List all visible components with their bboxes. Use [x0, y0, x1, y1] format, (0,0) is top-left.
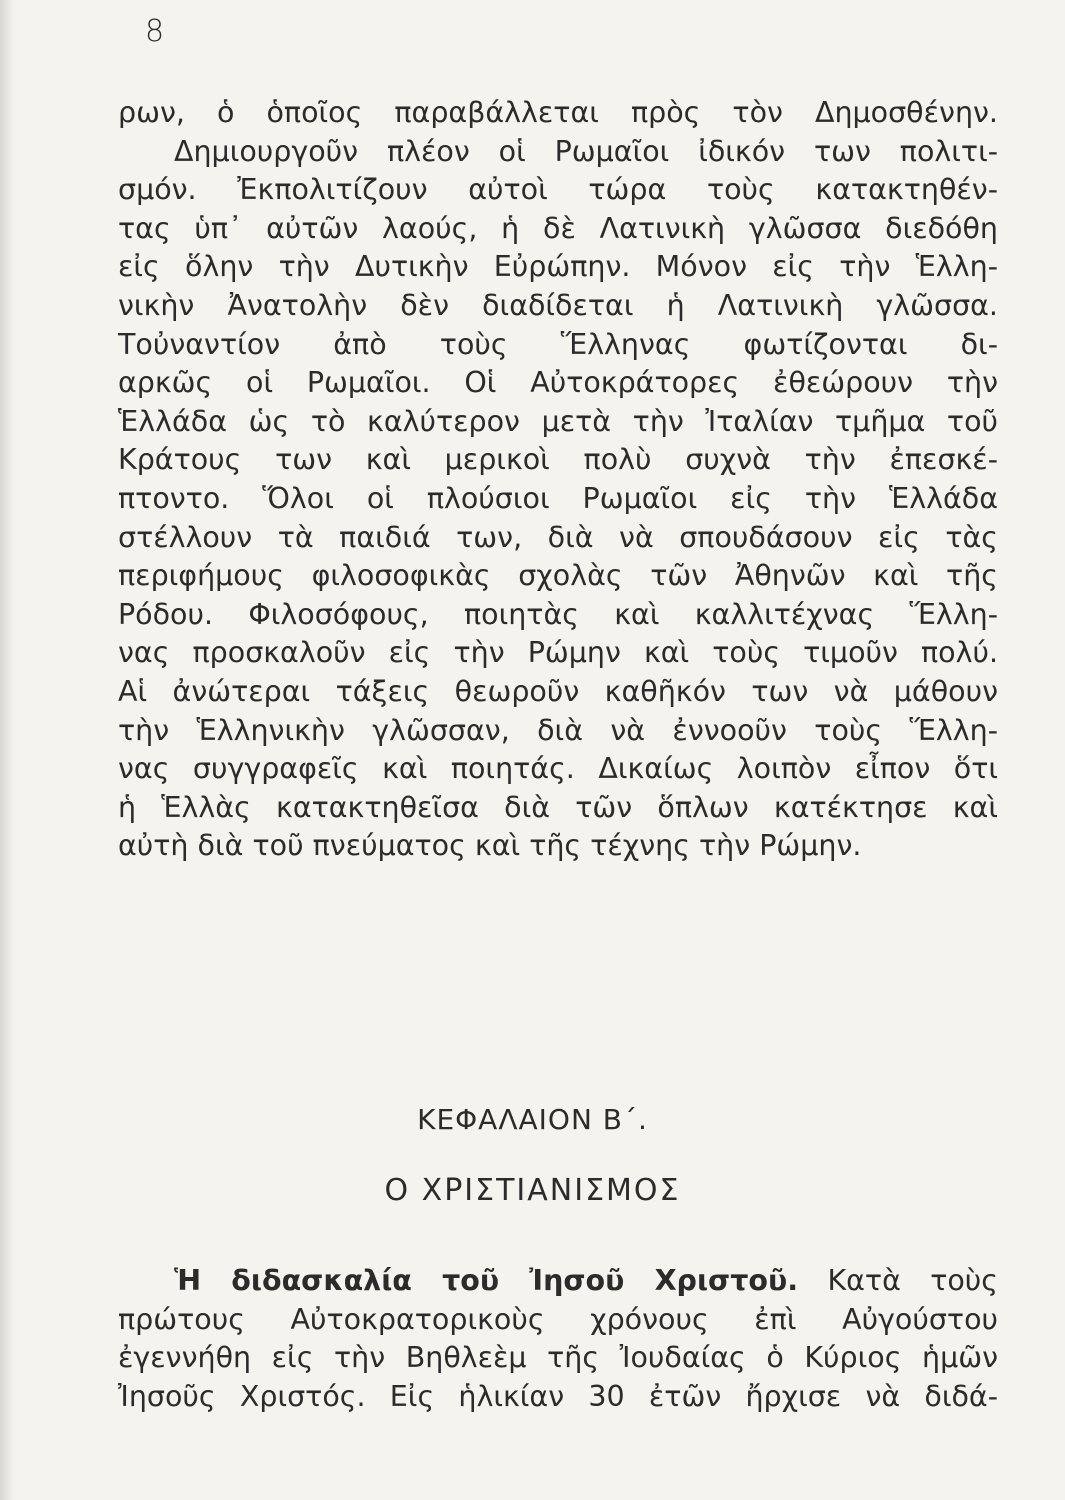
text-line: σμόν. Ἐκπολιτίζουν αὐτοὶ τώρα τοὺς κατακτηθέν- [118, 173, 998, 207]
text-line: πτοντο. Ὅλοι οἱ πλούσιοι Ρωμαῖοι εἰς τὴν Ἑλλάδα [118, 481, 998, 515]
text-line: Αἱ ἀνώτεραι τάξεις θεωροῦν καθῆκόν των νὰ μάθουν [118, 674, 998, 708]
body-text [118, 94, 998, 866]
text-line: εἰς ὅλην τὴν Δυτικὴν Εὐρώπην. Μόνον εἰς τὴν Ἑλλη- [118, 250, 998, 284]
chapter-title: Ο ΧΡΙΣΤΙΑΝΙΣΜΟΣ [384, 1173, 681, 1208]
text-line: ἡ Ἑλλὰς κατακτηθεῖσα διὰ τῶν ὅπλων κατέκτησε καὶ [118, 790, 998, 824]
text-line: πρώτους Αὐτοκρατορικοὺς χρόνους ἐπὶ Αὐγούστου [118, 1302, 998, 1336]
text-line: περιφήμους φιλοσοφικὰς σχολὰς τῶν Ἀθηνῶν καὶ τῆς [118, 559, 998, 593]
text-line: τας ὑπ᾽ αὐτῶν λαούς, ἡ δὲ Λατινικὴ γλῶσσα διεδόθη [118, 211, 998, 245]
text-line: ἐγεννήθη εἰς τὴν Βηθλεὲμ τῆς Ἰουδαίας ὁ Κύριος ἡμῶν [118, 1341, 998, 1375]
text-line: ρων, ὁ ὁποῖος παραβάλλεται πρὸς τὸν Δημοσθένην. [118, 96, 998, 129]
text-line: νας προσκαλοῦν εἰς τὴν Ρώμην καὶ τοὺς τιμοῦν πολύ. [118, 636, 998, 670]
text-line: Ἑλλάδα ὡς τὸ καλύτερον μετὰ τὴν Ἰταλίαν τμῆμα τοῦ [118, 404, 998, 438]
chapter-label: ΚΕΦΑΛΑΙΟΝ Β΄. [417, 1103, 648, 1136]
text-line: αρκῶς οἱ Ρωμαῖοι. Οἱ Αὐτοκράτορες ἐθεώρουν τὴν [118, 366, 998, 400]
text-line: τὴν Ἑλληνικὴν γλῶσσαν, διὰ νὰ ἐννοοῦν τοὺς Ἕλλη- [118, 713, 998, 747]
section-first-line [118, 1262, 998, 1301]
text-line: Ρόδου. Φιλοσόφους, ποιητὰς καὶ καλλιτέχνας Ἕλλη- [118, 597, 998, 631]
text-line: νικὴν Ἀνατολὴν δὲν διαδίδεται ἡ Λατινικὴ γλῶσσα. [118, 288, 998, 322]
text-line: Ἰησοῦς Χριστός. Εἰς ἡλικίαν 30 ἐτῶν ἤρχισε νὰ διδά- [118, 1379, 998, 1413]
text-line: Δημιουργοῦν πλέον οἱ Ρωμαῖοι ἰδικόν των πολιτι- [174, 134, 998, 168]
page-binding-edge [0, 0, 14, 1500]
text-line: στέλλουν τὰ παιδιά των, διὰ νὰ σπουδάσουν εἰς τὰς [118, 520, 998, 554]
section-text [118, 1262, 998, 1416]
text-line: αὐτὴ διὰ τοῦ πνεύματος καὶ τῆς τέχνης τὴν Ρώμην. [118, 829, 862, 863]
text-line: νας συγγραφεῖς καὶ ποιητάς. Δικαίως λοιπὸν εἶπον ὅτι [118, 752, 998, 786]
section-first-line-rest: Κατὰ τοὺς [827, 1264, 998, 1297]
text-line: Τοὐναντίον ἀπὸ τοὺς Ἕλληνας φωτίζονται δι- [118, 327, 998, 361]
page-number: 8 [145, 14, 165, 49]
section-heading: Ἡ διδασκαλία τοῦ Ἰησοῦ Χριστοῦ. [174, 1264, 799, 1297]
text-line: Κράτους των καὶ μερικοὶ πολὺ συχνὰ τὴν ἐπεσκέ- [118, 443, 998, 477]
